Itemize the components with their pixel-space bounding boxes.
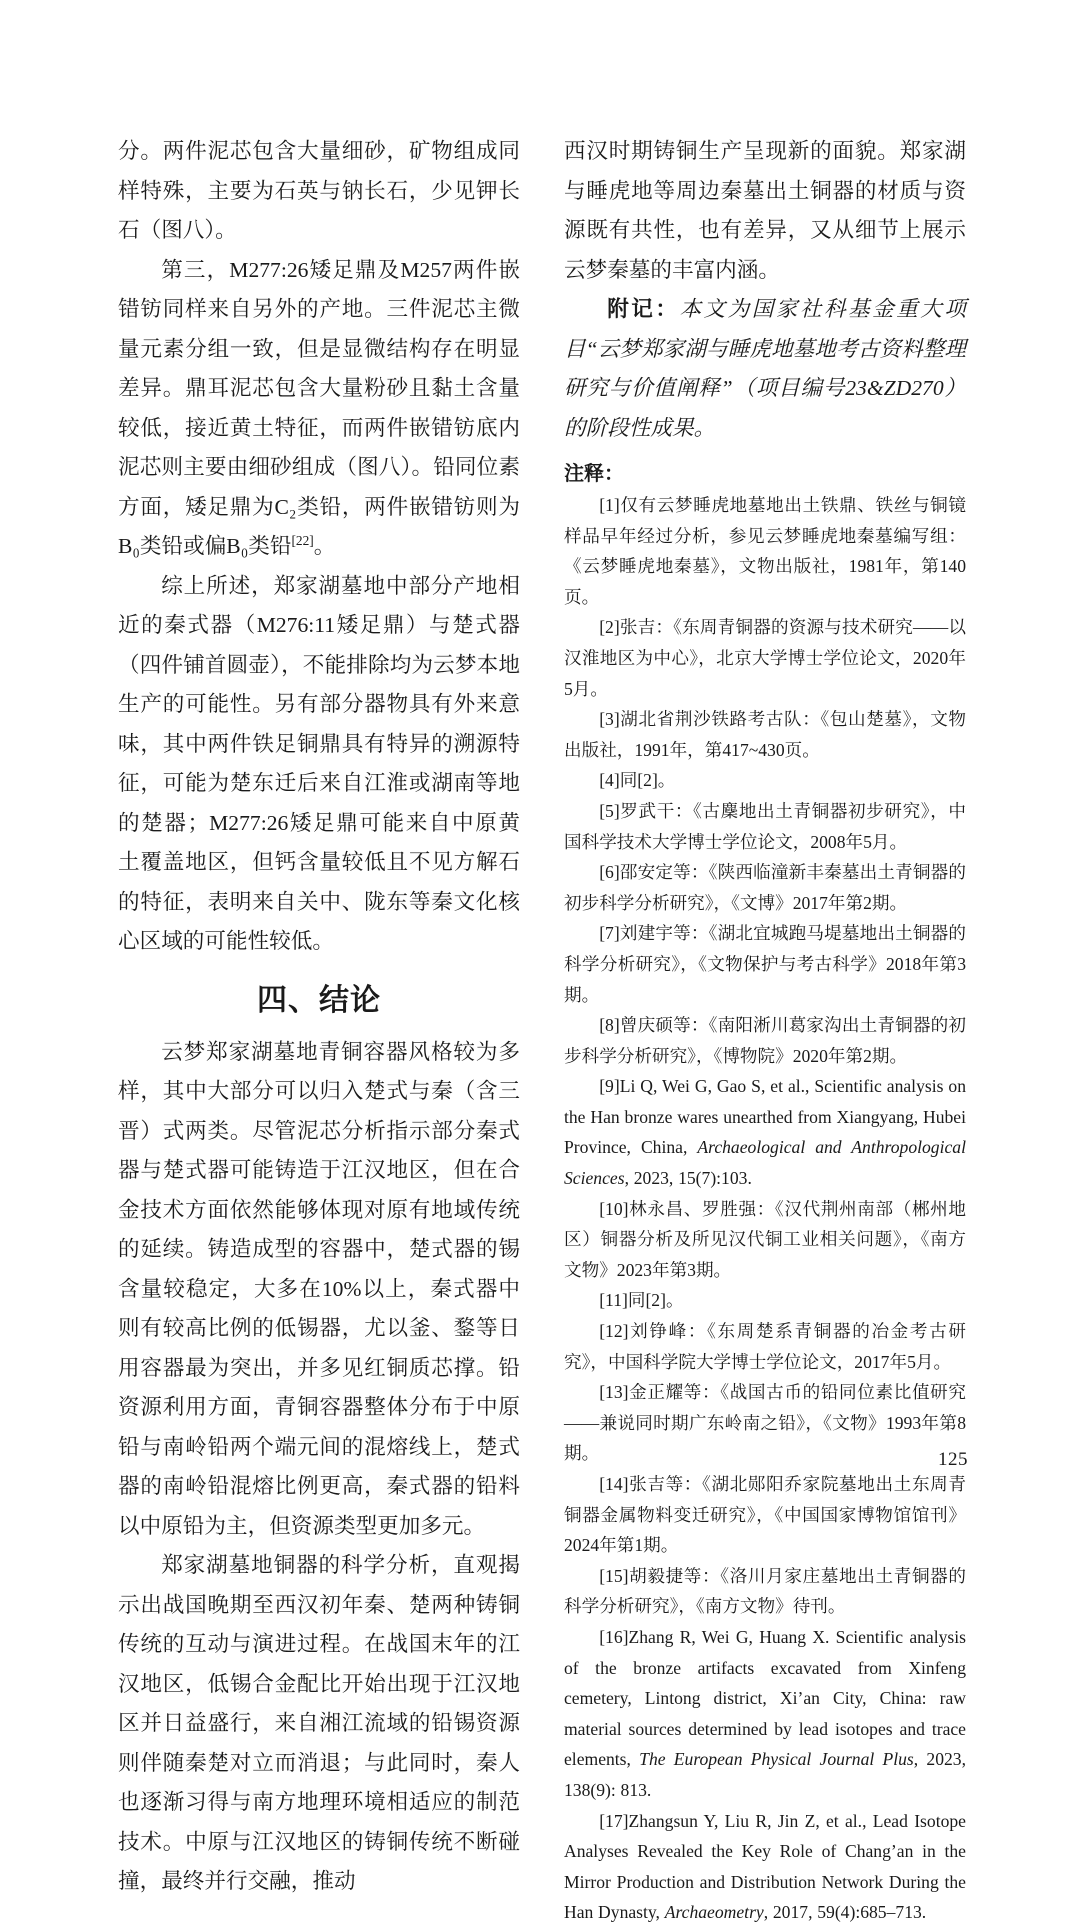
note-item: [15]胡毅捷等：《洛川月家庄墓地出土青铜器的科学分析研究》，《南方文物》待刊。	[564, 1565, 966, 1617]
note-item: [14]张吉等：《湖北郧阳乔家院墓地出土东周青铜器金属物料变迁研究》，《中国国家博物馆馆刊》2024年第1期。	[564, 1474, 966, 1556]
note-item: [13]金正耀等：《战国古币的铅同位素比值研究——兼说同时期广东岭南之铅》，《文物》1993年第8期。	[564, 1382, 966, 1464]
note-item: [6]邵安定等：《陕西临潼新丰秦墓出土青铜器的初步科学分析研究》，《文博》2017年第2期。	[564, 862, 966, 913]
page-number: 125	[938, 1449, 968, 1470]
note-item: [12]刘铮峰：《东周楚系青铜器的冶金考古研究》，中国科学院大学博士学位论文，2017年5月。	[564, 1321, 966, 1372]
note-text: , 2023, 138(9): 813.	[564, 1749, 966, 1800]
note-item	[564, 1806, 966, 1928]
note-item: [1]仅有云梦睡虎地墓地出土铁鼎、铁丝与铜镜样品早年经过分析，参见云梦睡虎地秦墓编写组：《云梦睡虎地秦墓》，文物出版社，1981年，第140页。	[564, 495, 966, 607]
postscript-label: 附记：	[607, 297, 680, 322]
paragraph-third-point-text: 第三，M277:26矮足鼎及M257两件嵌错钫同样来自另外的产地。三件泥芯主微量元素分组一致，但是显微结构存在明显差异。鼎耳泥芯包含大量粉砂且黏土含量较低，接近黄土特征，而两件嵌错钫底内泥芯则主要由细砂组成（图八）。铅同位素方面，矮足鼎为C₂类铅，两件嵌错钫则为B₀类铅或偏B₀类铅	[118, 257, 520, 558]
note-text: , 2017, 59(4):685–713.	[763, 1902, 927, 1923]
note-item: [5]罗武干：《古麇地出土青铜器初步研究》，中国科学技术大学博士学位论文，2008年5月。	[564, 800, 966, 852]
left-column	[118, 132, 520, 1893]
note-item	[564, 1071, 966, 1193]
note-item: [3]湖北省荆沙铁路考古队：《包山楚墓》，文物出版社，1991年，第417~430页。	[564, 709, 966, 760]
paragraph-third-point-tail: 。	[313, 534, 336, 558]
note-journal-title: Archaeological and Anthropological Sciences	[564, 1137, 966, 1189]
note-text: [16]Zhang R, Wei G, Huang X. Scientific analysis of the bronze artifacts excavated from Xinfeng cemetery, Lintong district, Xi’an City, China: raw material sources determined by lead isotopes and trace elements,	[564, 1626, 966, 1770]
note-item: [2]张吉：《东周青铜器的资源与技术研究——以汉淮地区为中心》，北京大学博士学位论文，2020年5月。	[564, 617, 966, 699]
note-journal-title: Archaeometry	[664, 1902, 764, 1923]
note-item: [8]曾庆硕等：《南阳淅川葛家沟出土青铜器的初步科学分析研究》，《博物院》2020年第2期。	[564, 1015, 966, 1066]
footnote-marker-22: [22]	[291, 532, 314, 548]
notes-section-title: 注释：	[564, 461, 624, 485]
note-item: [4]同[2]。	[599, 770, 676, 791]
note-item	[564, 1622, 966, 1806]
note-item: [11]同[2]。	[599, 1290, 684, 1311]
note-text: [17]Zhangsun Y, Liu R, Jin Z, et al., Lead Isotope Analyses Revealed the Key Role of Chang’an in the Mirror Production and Distribution Network During the Han Dynasty,	[564, 1810, 966, 1923]
note-item: [10]林永昌、罗胜强：《汉代荆州南部（郴州地区）铜器分析及所见汉代铜工业相关问题》，《南方文物》2023年第3期。	[564, 1198, 966, 1280]
paragraph-continuation-right: 西汉时期铸铜生产呈现新的面貌。郑家湖与睡虎地等周边秦墓出土铜器的材质与资源既有共性，也有差异，又从细节上展示云梦秦墓的丰富内涵。	[564, 139, 966, 282]
paragraph-continuation: 分。两件泥芯包含大量细砂，矿物组成同样特殊，主要为石英与钠长石，少见钾长石（图八）。	[118, 139, 520, 242]
paragraph-third-point	[118, 251, 520, 567]
conclusion-paragraph-2: 郑家湖墓地铜器的科学分析，直观揭示出战国晚期至西汉初年秦、楚两种铸铜传统的互动与演进过程。在战国末年的江汉地区，低锡合金配比开始出现于江汉地区并日益盛行，来自湘江流域的铅锡资源则伴随秦楚对立而消退；与此同时，秦人也逐渐习得与南方地理环境相适应的制范技术。中原与江汉地区的铸铜传统不断碰撞，最终并行交融，推动	[118, 1553, 520, 1893]
paragraph-summary: 综上所述，郑家湖墓地中部分产地相近的秦式器（M276:11矮足鼎）与楚式器（四件铺首圆壶），不能排除均为云梦本地生产的可能性。另有部分器物具有外来意味，其中两件铁足铜鼎具有特异的溯源特征，可能为楚东迁后来自江淮或湖南等地的楚器；M277:26矮足鼎可能来自中原黄土覆盖地区，但钙含量较低且不见方解石的特征，表明来自关中、陇东等秦文化核心区域的可能性较低。	[118, 573, 520, 953]
note-journal-title: The European Physical Journal Plus	[639, 1749, 914, 1770]
note-text: , 2023, 15(7):103.	[624, 1168, 752, 1189]
section-heading-conclusion: 四、结论	[257, 982, 381, 1018]
postscript-paragraph	[564, 290, 966, 448]
conclusion-paragraph-1: 云梦郑家湖墓地青铜容器风格较为多样，其中大部分可以归入楚式与秦（含三晋）式两类。尽管泥芯分析指示部分秦式器与楚式器可能铸造于江汉地区，但在合金技术方面依然能够体现对原有地域传统的延续。铸造成型的容器中，楚式器的锡含量较稳定，大多在10%以上，秦式器中则有较高比例的低锡器，尤以釜、鍪等日用容器最为突出，并多见红铜质芯撑。铅资源利用方面，青铜容器整体分布于中原铅与南岭铅两个端元间的混熔线上，楚式器的南岭铅混熔比例更高，秦式器的铅料以中原铅为主，但资源类型更加多元。	[118, 1039, 520, 1538]
note-item: [7]刘建宇等：《湖北宜城跑马堤墓地出土铜器的科学分析研究》，《文物保护与考古科学》2018年第3期。	[564, 923, 966, 1005]
notes-list	[564, 490, 966, 1928]
postscript-text: 本文为国家社科基金重大项目“云梦郑家湖与睡虎地墓地考古资料整理研究与价值阐释”（项目编号23&ZD270）的阶段性成果。	[564, 297, 966, 440]
note-text: [9]Li Q, Wei G, Gao S, et al., Scientific analysis on the Han bronze wares unearthed from Xiangyang, Hubei Province, China,	[564, 1076, 966, 1158]
